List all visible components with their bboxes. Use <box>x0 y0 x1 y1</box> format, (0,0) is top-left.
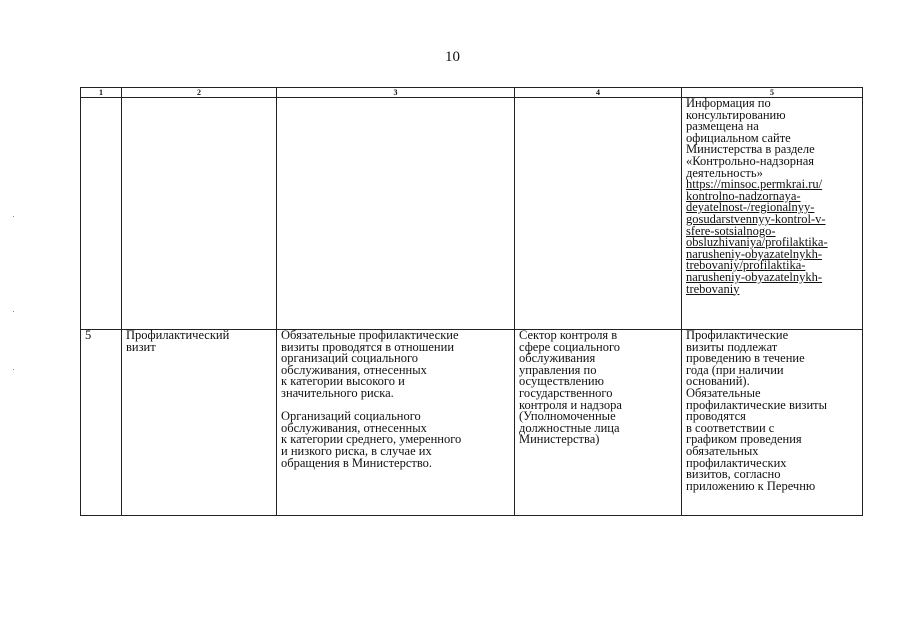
cell-line: профилактических <box>686 455 787 470</box>
column-header: 4 <box>515 88 682 98</box>
cell-line: визиты проводятся в отношении <box>281 339 455 354</box>
cell-line: оснований). <box>686 374 750 389</box>
cell-line: сфере социального <box>519 339 621 354</box>
cell-line: к категории высокого и <box>281 374 405 389</box>
ministry-url-link[interactable]: narusheniy-obyazatelnykh- <box>686 269 823 284</box>
cell-line: Министерства в разделе <box>686 142 815 157</box>
ministry-url-link[interactable]: deyatelnost-/regionalnyy- <box>686 200 815 215</box>
cell-line: проводятся <box>686 409 746 424</box>
cell-line: Министерства) <box>519 432 600 447</box>
responsible-unit-cell <box>515 330 682 516</box>
cell-line: графиком проведения <box>686 432 802 447</box>
cell-line: (Уполномоченные <box>519 409 616 424</box>
cell-line: и низкого риска, в случае их <box>281 443 432 458</box>
cell-line: Информация по <box>686 97 771 110</box>
cell-line: в соответствии с <box>686 420 775 435</box>
table-row <box>81 330 863 516</box>
table-header-row <box>81 88 863 98</box>
cell-line: контроля и надзора <box>519 397 622 412</box>
measure-name-cell <box>122 330 277 516</box>
cell-line: консультированию <box>686 107 786 122</box>
cell-line: визиты подлежат <box>686 339 778 354</box>
cell-line: размещена на <box>686 119 759 134</box>
cell-line: профилактические визиты <box>686 397 828 412</box>
cell-line: деятельность» <box>686 165 763 180</box>
ministry-url-link[interactable]: obsluzhivaniya/profilaktika- <box>686 235 828 250</box>
cell-line: проведению в течение <box>686 351 805 366</box>
cell-line: управления по <box>519 362 597 377</box>
ministry-url-link[interactable]: sfere-sotsialnogo- <box>686 223 776 238</box>
scan-artifact-dot <box>13 216 14 217</box>
table-cell <box>277 98 515 330</box>
cell-line: обслуживания, отнесенных <box>281 362 427 377</box>
cell-line: «Контрольно-надзорная <box>686 153 814 168</box>
cell-line: осуществлению <box>519 374 604 389</box>
column-header: 1 <box>81 88 122 98</box>
cell-line: обязательных <box>686 443 759 458</box>
column-header: 5 <box>682 88 863 98</box>
column-header: 2 <box>122 88 277 98</box>
cell-line: обслуживания <box>519 351 596 366</box>
ministry-url-link[interactable]: trebovaniy/profilaktika- <box>686 258 806 273</box>
page-number: 10 <box>445 49 460 65</box>
ministry-url-link[interactable]: gosudarstvennyy-kontrol-v- <box>686 211 826 226</box>
scan-artifact-dot <box>13 311 14 312</box>
cell-line: к категории среднего, умеренного <box>281 432 462 447</box>
table-cell <box>122 98 277 330</box>
cell-line: Организаций социального <box>281 409 421 424</box>
cell-line: Сектор контроля в <box>519 329 618 342</box>
cell-line: государственного <box>519 385 613 400</box>
cell-line: года (при наличии <box>686 362 784 377</box>
consultation-info-cell <box>682 98 863 330</box>
table-cell <box>81 98 122 330</box>
table-cell <box>515 98 682 330</box>
column-header: 3 <box>277 88 515 98</box>
cell-line: визит <box>126 339 156 354</box>
cell-line: Обязательные <box>686 385 761 400</box>
measure-description-cell <box>277 330 515 516</box>
cell-line: Обязательные профилактические <box>281 329 459 342</box>
ministry-url-link[interactable]: https://minsoc.permkrai.ru/ <box>686 177 823 192</box>
schedule-info-cell <box>682 330 863 516</box>
table-row <box>81 98 863 330</box>
cell-line: официальном сайте <box>686 130 791 145</box>
cell-line: обращения в Министерство. <box>281 455 433 470</box>
cell-line: должностные лица <box>519 420 620 435</box>
row-number-cell: 5 <box>81 330 122 516</box>
ministry-url-link[interactable]: narusheniy-obyazatelnykh- <box>686 246 823 261</box>
cell-line: приложению к Перечню <box>686 478 816 493</box>
cell-line: Профилактические <box>686 329 789 342</box>
cell-line: Профилактический <box>126 329 230 342</box>
cell-line: организаций социального <box>281 351 419 366</box>
ministry-url-link[interactable]: trebovaniy <box>686 281 740 296</box>
cell-line: визитов, согласно <box>686 467 781 482</box>
inspection-table <box>80 87 863 516</box>
scan-artifact-dot <box>13 369 14 370</box>
cell-line: обслуживания, отнесенных <box>281 420 427 435</box>
cell-line: значительного риска. <box>281 385 394 400</box>
ministry-url-link[interactable]: kontrolno-nadzornaya- <box>686 188 801 203</box>
